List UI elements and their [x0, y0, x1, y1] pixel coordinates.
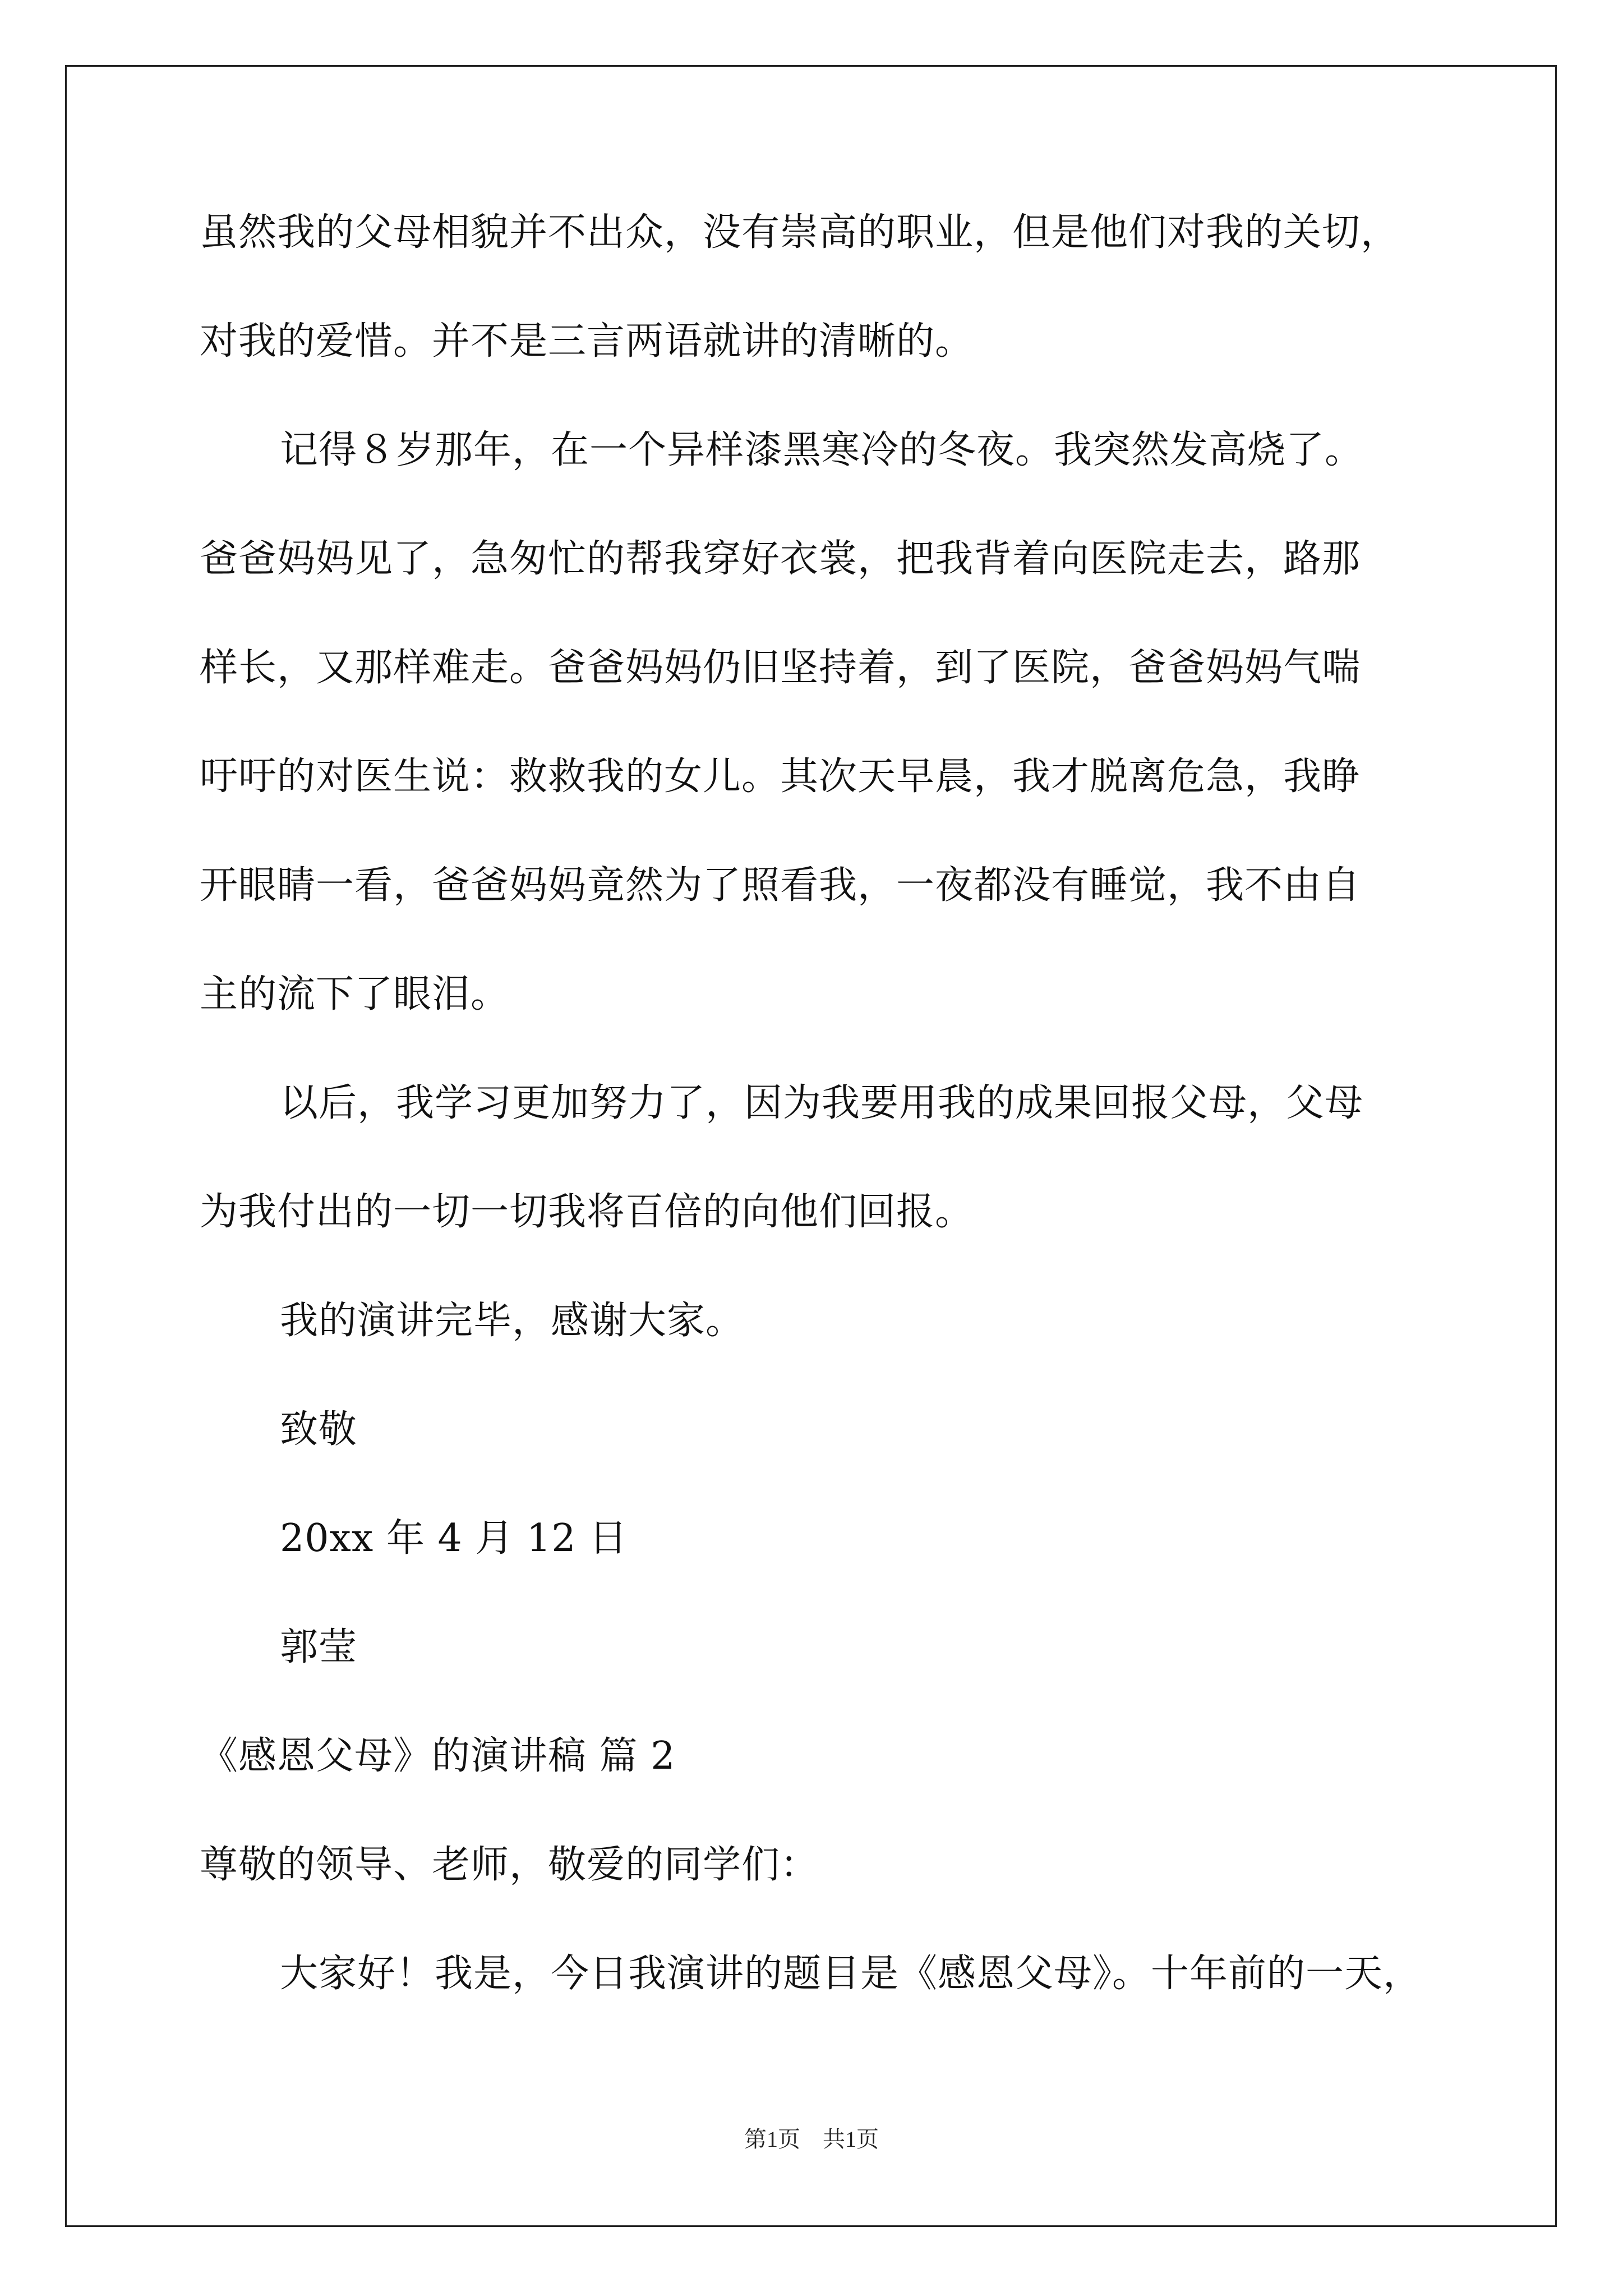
closing-line: 我的演讲完毕，感谢大家。 [280, 1299, 745, 1343]
page-number: 第1页 [744, 2127, 800, 2152]
body-line: 样长，又那样难走。爸爸妈妈仍旧坚持着，到了医院，爸爸妈妈气喘 [200, 646, 1361, 690]
page-footer [0, 2124, 1623, 2155]
paragraph-start-line: 记得８岁那年，在一个异样漆黑寒冷的冬夜。我突然发高烧了。 [280, 428, 1364, 472]
page-border [65, 65, 1557, 2227]
body-line: 开眼睛一看，爸爸妈妈竟然为了照看我，一夜都没有睡觉，我不由自 [200, 863, 1361, 908]
body-line: 为我付出的一切一切我将百倍的向他们回报。 [200, 1190, 974, 1234]
author-name: 郭莹 [280, 1625, 358, 1669]
body-line: 主的流下了眼泪。 [200, 972, 510, 1016]
paragraph-start-line: 以后，我学习更加努力了，因为我要用我的成果回报父母，父母 [280, 1081, 1364, 1125]
body-line: 吁吁的对医生说：救救我的女儿。其次天早晨，我才脱离危急，我睁 [200, 754, 1361, 799]
salutation: 致敬 [280, 1407, 358, 1452]
body-line: 爸爸妈妈见了，急匆忙的帮我穿好衣裳，把我背着向医院走去，路那 [200, 537, 1361, 581]
body-line: 虽然我的父母相貌并不出众，没有崇高的职业，但是他们对我的关切， [200, 210, 1400, 255]
paragraph-start-line: 大家好！我是，今日我演讲的题目是《感恩父母》。十年前的一天， [280, 1952, 1422, 1996]
body-line: 对我的爱惜。并不是三言两语就讲的清晰的。 [200, 319, 974, 364]
page-total: 共1页 [823, 2127, 879, 2152]
section-title: 《感恩父母》的演讲稿 篇 2 [200, 1734, 676, 1778]
greeting-line: 尊敬的领导、老师，敬爱的同学们： [200, 1843, 819, 1887]
date-line: 20xx 年 4 月 12 日 [280, 1516, 628, 1561]
